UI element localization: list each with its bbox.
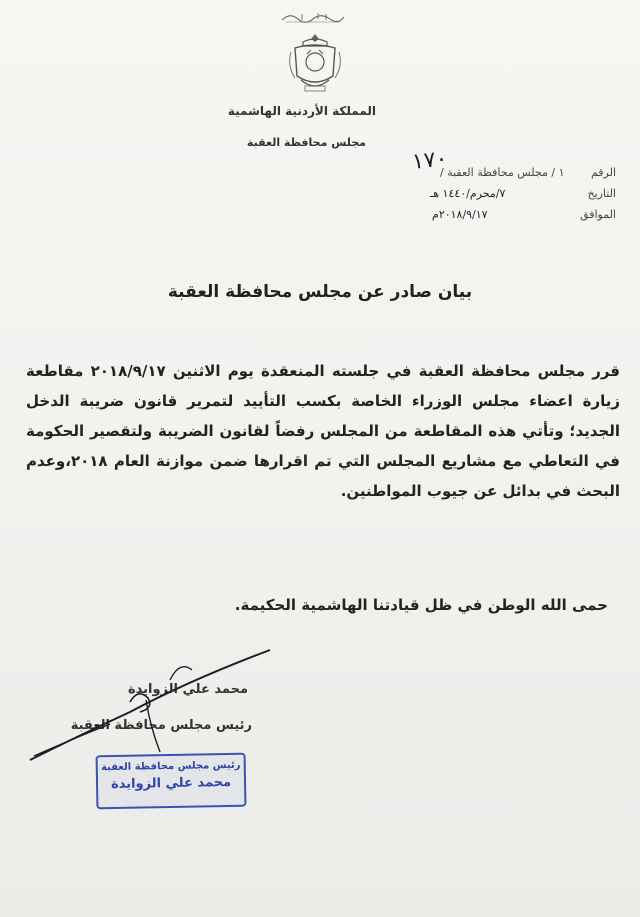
handwritten-reference-number: ١٧٠: [410, 146, 449, 175]
reference-date-label: التاريخ: [587, 187, 616, 200]
basmala-calligraphy: [278, 8, 348, 26]
signer-name: محمد علي الزوايدة: [127, 682, 248, 697]
official-stamp: [96, 753, 247, 810]
stamp-title: رئيس مجلس محافظة العقبة: [100, 759, 241, 774]
handwritten-hijri-date: ٧/محرم/١٤٤٠ هـ: [430, 187, 506, 200]
statement-paragraph: قرر مجلس محافظة العقبة في جلسته المنعقدة يوم الاثنين ٢٠١٨/٩/١٧ مقاطعة زيارة اعضاء مجلس الوزراء الخاصة بكسب التأييد لتمرير قانون ضريبة الدخل الجديد؛ وتأتي هذه المقاطعة من المجلس رفضاً لقانون الضريبة ولتقصير الحكومة في التعاطي مع مشاريع المجلس التي تم اقرارها ضمن موازنة العام ٢٠١٨،وعدم البحث في بدائل عن جيوب المواطنين.: [26, 362, 620, 500]
stamp-name: محمد علي الزوايدة: [110, 774, 232, 793]
reference-number-row: [440, 166, 616, 179]
signer-title: رئيس مجلس محافظة العقبة: [70, 718, 252, 733]
kingdom-name: المملكة الأردنية الهاشمية: [227, 104, 376, 118]
reference-corresponding-label: الموافق: [580, 208, 616, 221]
reference-number-value: ١ / مجلس محافظة العقبة /: [440, 166, 565, 179]
handwritten-signature: [20, 640, 290, 770]
statement-body: [26, 356, 620, 506]
handwritten-gregorian-date: ٢٠١٨/٩/١٧م: [432, 208, 488, 221]
reference-corresponding-row: [568, 208, 616, 221]
reference-number-label: الرقم: [590, 166, 616, 179]
reference-date-row: [568, 187, 616, 200]
statement-title: بيان صادر عن مجلس محافظة العقبة: [167, 282, 473, 302]
jordan-coat-of-arms-icon: [285, 30, 345, 96]
council-name: مجلس محافظة العقبة: [246, 136, 366, 149]
closing-line: حمى الله الوطن في ظل قيادتنا الهاشمية الحكيمة.: [234, 596, 608, 614]
